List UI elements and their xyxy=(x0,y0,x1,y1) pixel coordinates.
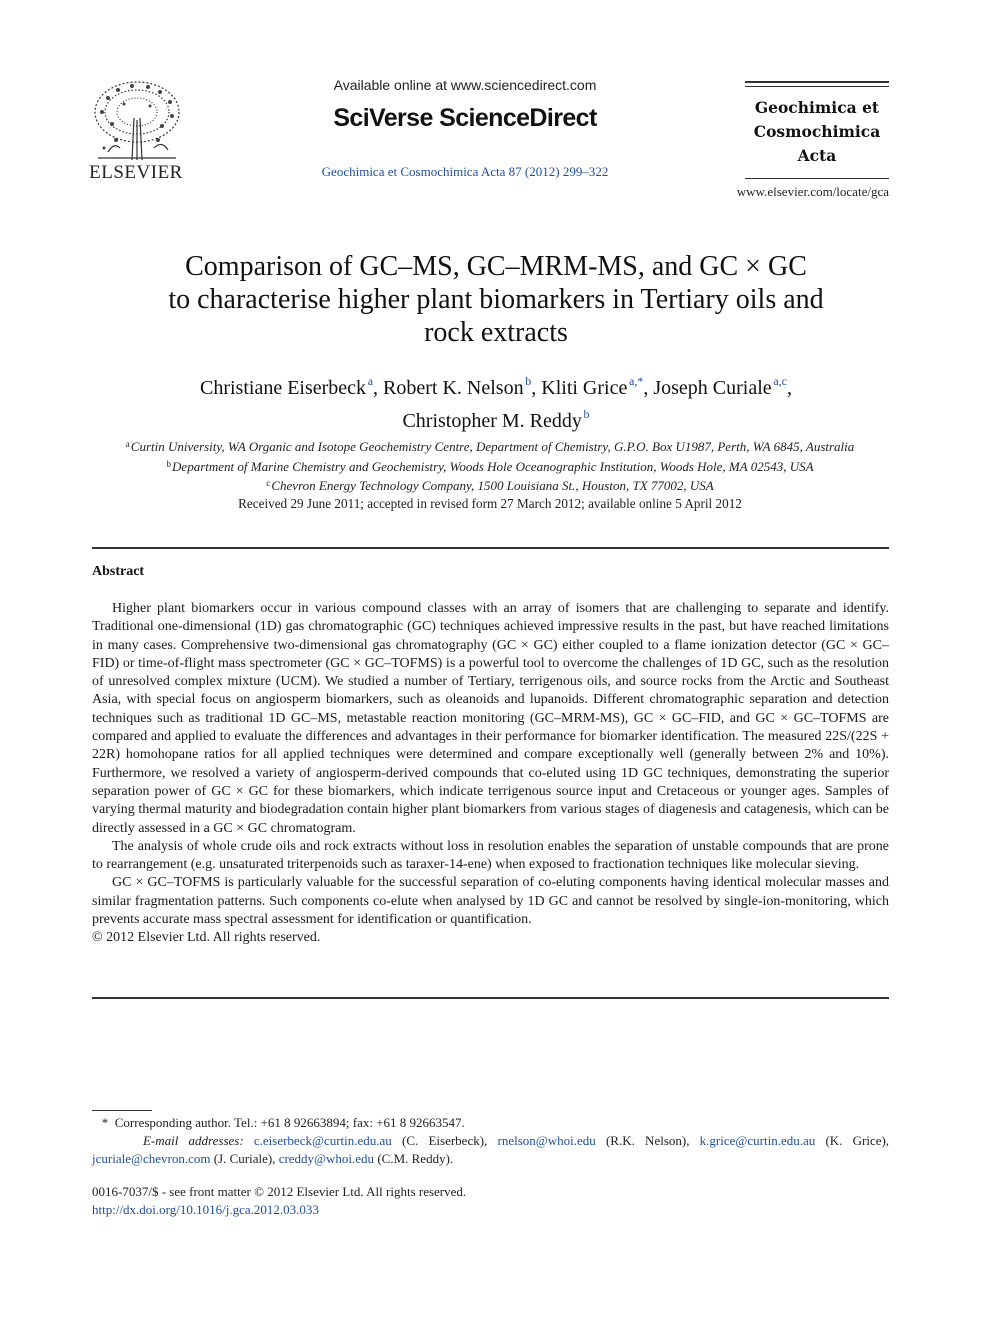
author-name: Robert K. Nelson xyxy=(383,377,524,399)
available-online-text: Available online at www.sciencedirect.com xyxy=(333,77,597,93)
affiliation-text: Chevron Energy Technology Company, 1500 Louisiana St., Houston, TX 77002, USA xyxy=(271,478,714,493)
article-title-line: rock extracts xyxy=(424,317,568,348)
affiliation-list xyxy=(90,436,890,495)
journal-box-top-rule-thin xyxy=(745,86,889,87)
email-owner: (C. Eiserbeck), xyxy=(402,1133,488,1148)
author-list: Christiane Eiserbeck $^a$, Robert K. Nelson $^b$, Kliti Grice $^{a,*}$, Joseph Curiale $^{a,c}$, Christopher M. Reddy $^b$ xyxy=(199,374,792,432)
email-owner: (J. Curiale), xyxy=(213,1151,276,1166)
affiliation-item xyxy=(90,475,890,495)
journal-url-link[interactable]: www.elsevier.com/locate/gca xyxy=(736,184,889,199)
issn-line: 0016-7037/$ - see front matter © 2012 Elsevier Ltd. All rights reserved. xyxy=(92,1184,467,1199)
affiliation-item xyxy=(90,436,890,456)
author-name: Joseph Curiale xyxy=(653,377,772,399)
journal-citation-link[interactable]: Geochimica et Cosmochimica Acta 87 (2012) 299–322 xyxy=(321,164,609,179)
author-name: Kliti Grice xyxy=(541,377,628,399)
email-link[interactable]: creddy@whoi.edu xyxy=(278,1151,375,1166)
abstract-top-rule xyxy=(92,547,889,549)
email-link[interactable]: k.grice@curtin.edu.au xyxy=(699,1133,816,1148)
affiliation-mark: a xyxy=(125,439,130,449)
affiliation-text: Department of Marine Chemistry and Geochemistry, Woods Hole Oceanographic Institution, Woods Hole, MA 02543, USA xyxy=(172,458,814,474)
affiliation-item xyxy=(90,456,890,476)
email-link[interactable]: c.eiserbeck@curtin.edu.au xyxy=(253,1133,392,1148)
elsevier-wordmark: ELSEVIER xyxy=(89,162,183,183)
email-link[interactable]: jcuriale@chevron.com xyxy=(92,1151,211,1166)
footnote-emails xyxy=(92,1132,889,1168)
journal-title-line: Geochimica et xyxy=(754,98,880,117)
author-name: Christiane Eiserbeck xyxy=(199,377,367,399)
abstract-paragraph: Higher plant biomarkers occur in various compound classes with an array of isomers that are challenging to separate and identify. Traditional one-dimensional (1D) gas chromatographic (GC) techniques achieved impressive results in the past, but have reached limitations in many cases. Comprehensive two-dimensional gas chromatography (GC × GC) either coupled to a flame ionization detector (GC × GC–FID) or time-of-flight mass spectrometer (GC × GC–TOFMS) is a powerful tool to overcome the challenges of 1D GC, such as the resolution of unresolved complex mixture (UCM). We studied a number of Tertiary, terrigenous oils, and source rocks from the Arctic and Southeast Asia, with special focus on angiosperm biomarkers, such as oleanoids and lupanoids. Different chromatographic separation and detection techniques such as traditional 1D GC–MS, metastable reaction monitoring (GC–MRM-MS), GC × GC–FID, and GC × GC–TOFMS are compared and applied to evaluate the differences and advantages in their performance for biomarker identification. The measured 22S/(22S + 22R) homohopane ratios for all applied techniques were determined and compare exceptionally well (generally between 2% and 10%). Furthermore, we resolved a variety of angiosperm-derived compounds that co-eluted using 1D GC techniques, demonstrating the superior separation power of GC × GC for these biomarkers, which indicate terrigenous source input and Cretaceous or younger ages. Samples of varying thermal maturity and biodegradation contain higher plant biomarkers from various stages of diagenesis and catagenesis, which can be directly assessed in a GC × GC chromatogram. xyxy=(92,601,889,836)
article-title-line: Comparison of GC–MS, GC–MRM-MS, and GC × GC xyxy=(185,251,807,282)
journal-title-line: Acta xyxy=(797,146,837,165)
footnote-rule xyxy=(92,1110,152,1111)
abstract-bottom-rule xyxy=(92,997,889,999)
journal-title xyxy=(745,96,889,168)
sciencedirect-logo-text: SciVerse ScienceDirect xyxy=(333,104,597,132)
author-affiliation-mark[interactable]: a xyxy=(367,374,374,388)
abstract-body xyxy=(92,600,889,948)
affiliation-mark: c xyxy=(266,478,271,488)
front-matter xyxy=(92,1183,692,1219)
author-affiliation-mark[interactable]: a,* xyxy=(629,374,644,388)
author-affiliation-mark[interactable]: b xyxy=(583,407,590,421)
author-affiliation-mark[interactable]: b xyxy=(525,374,532,388)
article-title xyxy=(100,250,892,349)
email-owner: (C.M. Reddy). xyxy=(377,1151,454,1166)
author-name: Christopher M. Reddy xyxy=(402,410,582,432)
abstract-paragraph: GC × GC–TOFMS is particularly valuable for the successful separation of co-eluting components having identical molecular masses and similar fragmentation patterns. Such components co-elute when analysed by 1D GC and cannot be resolved by single-ion-monitoring, which prevents accurate mass spectral assessment for identification or quantification. xyxy=(92,875,889,928)
abstract-heading: Abstract xyxy=(92,564,145,579)
abstract-paragraph: The analysis of whole crude oils and rock extracts without loss in resolution enables the separation of unstable compounds that are prone to rearrangement (e.g. unsaturated triterpenoids such as taraxer-14-ene) when exposed to fractionation techniques like molecular sieving. xyxy=(92,838,889,873)
email-link[interactable]: rnelson@whoi.edu xyxy=(497,1133,596,1148)
email-owner: (K. Grice), xyxy=(825,1133,890,1148)
affiliation-mark: b xyxy=(166,458,171,469)
footnote-corresponding xyxy=(92,1114,889,1132)
corresponding-author-footnote xyxy=(92,1114,889,1168)
abstract-copyright: © 2012 Elsevier Ltd. All rights reserved. xyxy=(92,930,321,946)
journal-title-line: Cosmochimica xyxy=(753,122,881,141)
affiliation-text: Curtin University, WA Organic and Isotope Geochemistry Centre, Department of Chemistry, G.P.O. Box U1987, Perth, WA 6845, Australia xyxy=(130,439,855,454)
footnote-star: * xyxy=(101,1115,109,1130)
article-history-dates: Received 29 June 2011; accepted in revised form 27 March 2012; available online 5 April 2012 xyxy=(238,496,742,511)
journal-box-top-rule xyxy=(745,81,889,83)
article-title-line: to characterise higher plant biomarkers in Tertiary oils and xyxy=(168,284,824,315)
footnote-contact: Corresponding author. Tel.: +61 8 92663894; fax: +61 8 92663547. xyxy=(114,1115,465,1130)
journal-box-bottom-rule xyxy=(745,178,889,179)
doi-link[interactable]: http://dx.doi.org/10.1016/j.gca.2012.03.033 xyxy=(92,1202,319,1217)
email-owner: (R.K. Nelson), xyxy=(605,1133,690,1148)
email-label: E-mail addresses: xyxy=(142,1133,244,1148)
author-affiliation-mark[interactable]: a,c xyxy=(773,374,787,388)
